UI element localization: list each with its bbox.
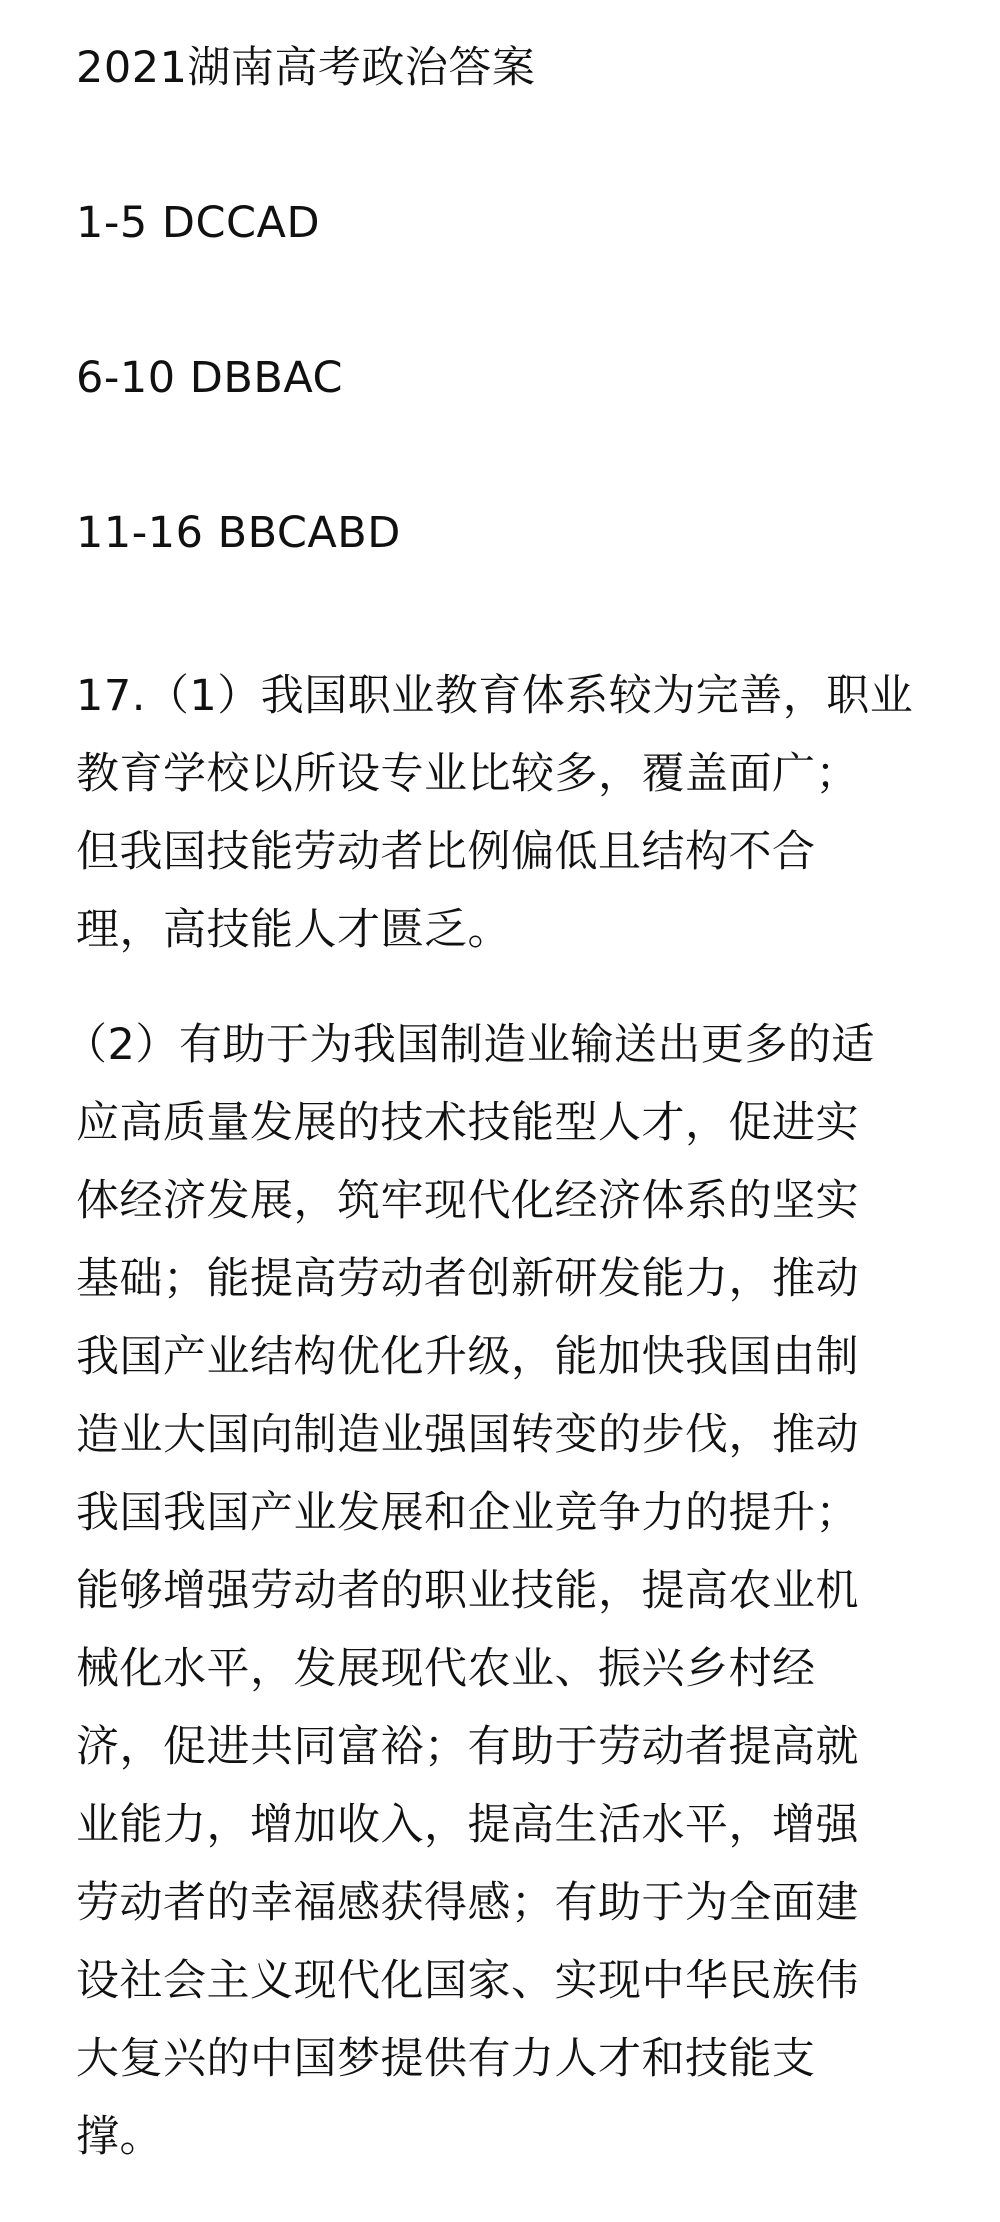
paragraph-line: 劳动者的幸福感获得感；有助于为全面建 (76, 1878, 859, 1928)
paragraph-line: 撑。 (76, 2112, 163, 2162)
paragraph-line: 教育学校以所设专业比较多，覆盖面广； (76, 749, 859, 799)
answer-line-11-16: 11-16 BBCABD (76, 508, 401, 558)
answer-line-6-10: 6-10 DBBAC (76, 353, 344, 403)
paragraph-line: （2）有助于为我国制造业输送出更多的适 (64, 1020, 875, 1070)
paragraph-line: 械化水平，发展现代农业、振兴乡村经 (76, 1644, 816, 1694)
paragraph-line: 大复兴的中国梦提供有力人才和技能支 (76, 2034, 816, 2084)
paragraph-line: 设社会主义现代化国家、实现中华民族伟 (76, 1956, 859, 2006)
paragraph-line: 但我国技能劳动者比例偏低且结构不合 (76, 827, 816, 877)
paragraph-line: 我国产业结构优化升级，能加快我国由制 (76, 1332, 859, 1382)
paragraph-line: 基础；能提高劳动者创新研发能力，推动 (76, 1254, 859, 1304)
document-title: 2021湖南高考政治答案 (76, 43, 536, 93)
paragraph-line: 造业大国向制造业强国转变的步伐，推动 (76, 1410, 859, 1460)
answer-line-1-5: 1-5 DCCAD (76, 198, 321, 248)
paragraph-line: 体经济发展，筑牢现代化经济体系的坚实 (76, 1176, 859, 1226)
paragraph-line: 理，高技能人才匮乏。 (76, 905, 511, 955)
paragraph-line: 能够增强劳动者的职业技能，提高农业机 (76, 1566, 859, 1616)
paragraph-line: 业能力，增加收入，提高生活水平，增强 (76, 1800, 859, 1850)
paragraph-line: 济，促进共同富裕；有助于劳动者提高就 (76, 1722, 859, 1772)
paragraph-line: 应高质量发展的技术技能型人才，促进实 (76, 1098, 859, 1148)
paragraph-line: 我国我国产业发展和企业竞争力的提升； (76, 1488, 859, 1538)
paragraph-line: 17.（1）我国职业教育体系较为完善，职业 (76, 671, 914, 721)
